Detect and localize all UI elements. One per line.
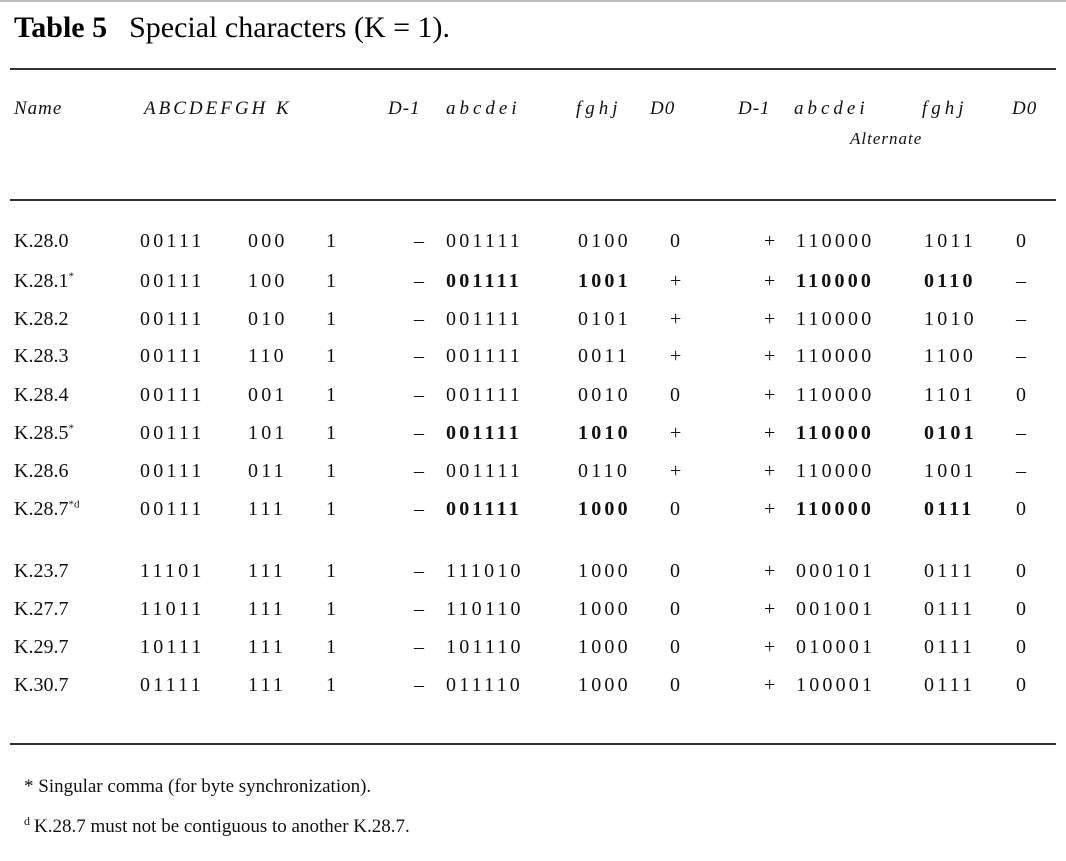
cell-abcdei: 001111 bbox=[446, 384, 523, 406]
cell-fghj: 1000 bbox=[578, 498, 631, 520]
cell-name-text: K.27.7 bbox=[14, 598, 69, 620]
cell-abcdei: 001111 bbox=[446, 498, 522, 520]
cell-alt-d0: – bbox=[1016, 308, 1026, 330]
footnote-text-comma: Singular comma (for byte synchronization). bbox=[38, 776, 372, 797]
cell-alt-fghj: 1010 bbox=[924, 308, 977, 330]
cell-alt-d-minus-1: + bbox=[764, 636, 776, 658]
cell-abcdei: 110110 bbox=[446, 598, 524, 620]
cell-abcde: 00111 bbox=[140, 422, 205, 444]
cell-k: 1 bbox=[326, 460, 336, 482]
cell-fghj: 1000 bbox=[578, 598, 631, 620]
cell-name bbox=[14, 634, 68, 660]
cell-alt-fghj: 0101 bbox=[924, 422, 977, 444]
cell-name bbox=[14, 496, 79, 522]
footnote-text-contiguous: K.28.7 must not be contiguous to another K.28.7. bbox=[34, 816, 410, 837]
cell-d0: + bbox=[670, 422, 682, 444]
table-number: 5 bbox=[92, 11, 108, 44]
cell-k: 1 bbox=[326, 345, 336, 367]
cell-k: 1 bbox=[326, 636, 336, 658]
cell-alt-d0: 0 bbox=[1016, 674, 1026, 696]
cell-abcde: 00111 bbox=[140, 498, 205, 520]
cell-name bbox=[14, 228, 68, 254]
cell-name bbox=[14, 343, 68, 369]
cell-d-minus-1: – bbox=[414, 345, 424, 367]
cell-d-minus-1: – bbox=[414, 230, 424, 252]
table-caption: Special characters (K = 1). bbox=[129, 11, 451, 44]
cell-alt-fghj: 0110 bbox=[924, 270, 976, 292]
cell-name-mark: * bbox=[68, 422, 74, 435]
cell-d0: 0 bbox=[670, 636, 680, 658]
cell-alt-abcdei: 110000 bbox=[796, 422, 875, 444]
cell-d-minus-1: – bbox=[414, 460, 424, 482]
cell-abcde: 11101 bbox=[140, 560, 205, 582]
cell-fgh: 111 bbox=[248, 674, 287, 696]
cell-alt-fghj: 0111 bbox=[924, 598, 976, 620]
cell-fgh: 000 bbox=[248, 230, 288, 252]
cell-fghj: 1000 bbox=[578, 636, 631, 658]
rule-top bbox=[10, 68, 1056, 70]
cell-alt-d0: – bbox=[1016, 422, 1026, 444]
cell-name-text: K.28.7 bbox=[14, 498, 69, 520]
cell-name bbox=[14, 558, 68, 584]
cell-name bbox=[14, 420, 74, 446]
header-name: Name bbox=[14, 98, 63, 119]
cell-d0: + bbox=[670, 460, 682, 482]
cell-alt-abcdei: 110000 bbox=[796, 384, 875, 406]
cell-d-minus-1: – bbox=[414, 498, 424, 520]
header-d-minus-1: D-1 bbox=[388, 98, 421, 119]
cell-fghj: 0100 bbox=[578, 230, 631, 252]
cell-abcdei: 001111 bbox=[446, 422, 522, 444]
cell-abcde: 00111 bbox=[140, 270, 205, 292]
cell-alt-d-minus-1: + bbox=[764, 598, 776, 620]
cell-name bbox=[14, 672, 68, 698]
cell-alt-fghj: 0111 bbox=[924, 674, 976, 696]
cell-abcdei: 111010 bbox=[446, 560, 524, 582]
cell-alt-d0: 0 bbox=[1016, 560, 1026, 582]
cell-name-text: K.28.4 bbox=[14, 384, 69, 406]
cell-name-text: K.28.5 bbox=[14, 422, 69, 444]
cell-k: 1 bbox=[326, 308, 336, 330]
cell-alt-fghj: 1011 bbox=[924, 230, 977, 252]
footnote-comma bbox=[24, 776, 371, 798]
header-alt-abcdei: abcdei bbox=[794, 98, 869, 119]
cell-name-text: K.28.0 bbox=[14, 230, 69, 252]
cell-k: 1 bbox=[326, 270, 336, 292]
header-abcdei: abcdei bbox=[446, 98, 521, 119]
cell-alt-d-minus-1: + bbox=[764, 308, 776, 330]
cell-name-text: K.30.7 bbox=[14, 674, 69, 696]
top-border bbox=[0, 0, 1066, 2]
cell-alt-fghj: 1001 bbox=[924, 460, 977, 482]
cell-fghj: 0101 bbox=[578, 308, 631, 330]
cell-fghj: 0010 bbox=[578, 384, 631, 406]
cell-d0: 0 bbox=[670, 560, 680, 582]
cell-alt-abcdei: 000101 bbox=[796, 560, 876, 582]
cell-alt-fghj: 1101 bbox=[924, 384, 977, 406]
cell-alt-d-minus-1: + bbox=[764, 560, 776, 582]
cell-k: 1 bbox=[326, 498, 336, 520]
cell-d0: + bbox=[670, 345, 682, 367]
cell-abcdei: 101110 bbox=[446, 636, 524, 658]
header-fghj: fghj bbox=[576, 98, 622, 119]
cell-alt-d0: – bbox=[1016, 270, 1026, 292]
cell-fgh: 111 bbox=[248, 598, 287, 620]
cell-d0: 0 bbox=[670, 384, 680, 406]
cell-alt-d-minus-1: + bbox=[764, 674, 776, 696]
cell-d0: + bbox=[670, 308, 682, 330]
cell-abcdei: 001111 bbox=[446, 308, 523, 330]
cell-d0: 0 bbox=[670, 498, 680, 520]
cell-alt-d0: 0 bbox=[1016, 384, 1026, 406]
cell-alt-d0: 0 bbox=[1016, 636, 1026, 658]
cell-k: 1 bbox=[326, 598, 336, 620]
cell-fghj: 0011 bbox=[578, 345, 631, 367]
cell-alt-abcdei: 110000 bbox=[796, 270, 875, 292]
table-title bbox=[14, 8, 450, 48]
header-alt-fghj: fghj bbox=[922, 98, 968, 119]
cell-alt-d0: 0 bbox=[1016, 598, 1026, 620]
cell-name bbox=[14, 596, 68, 622]
cell-name-text: K.23.7 bbox=[14, 560, 69, 582]
header-abcdefgh-k: ABCDEFGH K bbox=[144, 98, 292, 119]
cell-fgh: 101 bbox=[248, 422, 288, 444]
cell-d-minus-1: – bbox=[414, 422, 424, 444]
cell-abcde: 00111 bbox=[140, 345, 205, 367]
cell-fghj: 1001 bbox=[578, 270, 631, 292]
cell-abcde: 10111 bbox=[140, 636, 205, 658]
cell-k: 1 bbox=[326, 560, 336, 582]
cell-abcdei: 001111 bbox=[446, 230, 523, 252]
cell-alt-fghj: 0111 bbox=[924, 498, 975, 520]
cell-alt-d0: 0 bbox=[1016, 498, 1026, 520]
cell-alt-abcdei: 001001 bbox=[796, 598, 876, 620]
cell-d-minus-1: – bbox=[414, 308, 424, 330]
cell-alt-d-minus-1: + bbox=[764, 270, 776, 292]
cell-abcde: 00111 bbox=[140, 308, 205, 330]
cell-d-minus-1: – bbox=[414, 384, 424, 406]
rule-bottom bbox=[10, 743, 1056, 745]
cell-name-text: K.28.2 bbox=[14, 308, 69, 330]
cell-name bbox=[14, 458, 68, 484]
header-d0: D0 bbox=[650, 98, 676, 119]
header-alternate: Alternate bbox=[850, 129, 923, 148]
footnote-mark-d: d bbox=[24, 813, 30, 828]
cell-abcde: 01111 bbox=[140, 674, 204, 696]
cell-alt-abcdei: 110000 bbox=[796, 230, 875, 252]
footnote-contiguous bbox=[24, 813, 410, 838]
cell-fgh: 010 bbox=[248, 308, 288, 330]
cell-d0: 0 bbox=[670, 598, 680, 620]
cell-alt-d-minus-1: + bbox=[764, 230, 776, 252]
cell-d0: 0 bbox=[670, 674, 680, 696]
cell-alt-abcdei: 010001 bbox=[796, 636, 876, 658]
cell-abcde: 00111 bbox=[140, 460, 205, 482]
cell-alt-abcdei: 100001 bbox=[796, 674, 876, 696]
cell-alt-abcdei: 110000 bbox=[796, 498, 875, 520]
cell-name bbox=[14, 306, 68, 332]
cell-k: 1 bbox=[326, 384, 336, 406]
table-label: Table bbox=[14, 11, 85, 44]
cell-fghj: 0110 bbox=[578, 460, 631, 482]
cell-abcdei: 001111 bbox=[446, 460, 523, 482]
cell-name-text: K.28.3 bbox=[14, 345, 69, 367]
cell-alt-fghj: 0111 bbox=[924, 560, 976, 582]
cell-alt-abcdei: 110000 bbox=[796, 308, 875, 330]
cell-fghj: 1000 bbox=[578, 560, 631, 582]
cell-fghj: 1010 bbox=[578, 422, 631, 444]
cell-fghj: 1000 bbox=[578, 674, 631, 696]
cell-fgh: 110 bbox=[248, 345, 287, 367]
cell-fgh: 001 bbox=[248, 384, 288, 406]
cell-alt-abcdei: 110000 bbox=[796, 345, 875, 367]
cell-name-mark: *d bbox=[68, 498, 80, 511]
cell-name-mark: * bbox=[68, 270, 74, 283]
cell-alt-d-minus-1: + bbox=[764, 384, 776, 406]
cell-alt-d-minus-1: + bbox=[764, 498, 776, 520]
cell-name-text: K.29.7 bbox=[14, 636, 69, 658]
cell-name-text: K.28.1 bbox=[14, 270, 69, 292]
cell-alt-fghj: 0111 bbox=[924, 636, 976, 658]
cell-abcdei: 011110 bbox=[446, 674, 523, 696]
cell-name bbox=[14, 268, 74, 294]
rule-header bbox=[10, 199, 1056, 201]
cell-alt-d-minus-1: + bbox=[764, 422, 776, 444]
cell-alt-d0: – bbox=[1016, 460, 1026, 482]
cell-alt-abcdei: 110000 bbox=[796, 460, 875, 482]
cell-d0: 0 bbox=[670, 230, 680, 252]
cell-alt-fghj: 1100 bbox=[924, 345, 977, 367]
cell-fgh: 111 bbox=[248, 636, 287, 658]
cell-d-minus-1: – bbox=[414, 560, 424, 582]
cell-k: 1 bbox=[326, 230, 336, 252]
cell-alt-d-minus-1: + bbox=[764, 345, 776, 367]
cell-alt-d0: 0 bbox=[1016, 230, 1026, 252]
cell-fgh: 011 bbox=[248, 460, 287, 482]
cell-name bbox=[14, 382, 68, 408]
footnote-mark-star: * bbox=[24, 776, 34, 797]
cell-abcdei: 001111 bbox=[446, 345, 523, 367]
header-alt-d-minus-1: D-1 bbox=[738, 98, 771, 119]
cell-fgh: 100 bbox=[248, 270, 288, 292]
cell-d-minus-1: – bbox=[414, 674, 424, 696]
cell-d-minus-1: – bbox=[414, 636, 424, 658]
cell-k: 1 bbox=[326, 674, 336, 696]
cell-k: 1 bbox=[326, 422, 336, 444]
cell-abcdei: 001111 bbox=[446, 270, 522, 292]
cell-d0: + bbox=[670, 270, 682, 292]
cell-d-minus-1: – bbox=[414, 270, 424, 292]
cell-alt-d-minus-1: + bbox=[764, 460, 776, 482]
cell-abcde: 00111 bbox=[140, 384, 205, 406]
cell-d-minus-1: – bbox=[414, 598, 424, 620]
cell-alt-d0: – bbox=[1016, 345, 1026, 367]
cell-fgh: 111 bbox=[248, 560, 287, 582]
cell-name-text: K.28.6 bbox=[14, 460, 69, 482]
cell-fgh: 111 bbox=[248, 498, 287, 520]
cell-abcde: 11011 bbox=[140, 598, 205, 620]
header-alt-d0: D0 bbox=[1012, 98, 1038, 119]
cell-abcde: 00111 bbox=[140, 230, 205, 252]
